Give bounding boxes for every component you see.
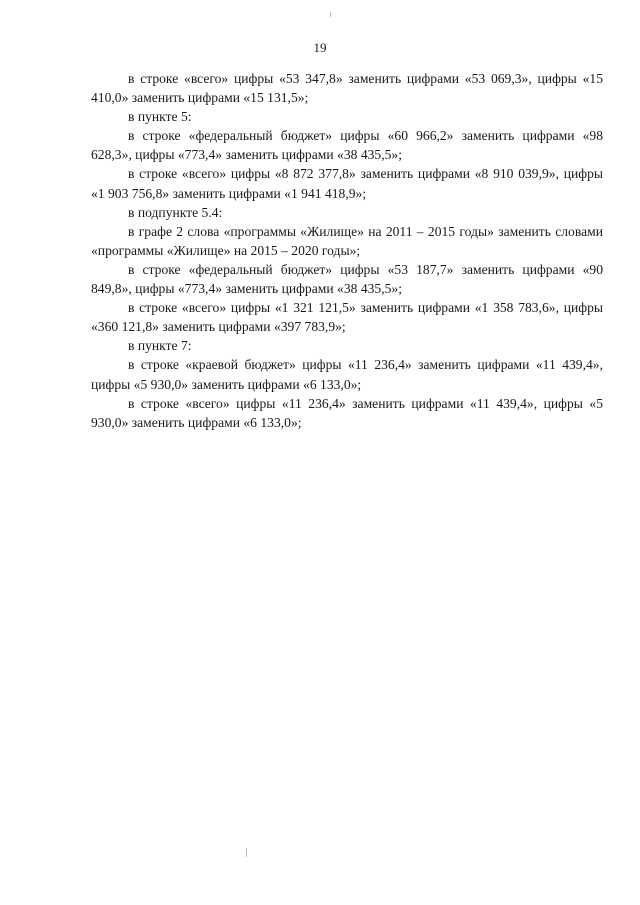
paragraph: в пункте 5: xyxy=(128,109,192,125)
paragraph: в строке «всего» цифры «1 321 121,5» заменить цифрами «1 358 783,6», цифры «360 121,8» заменить цифрами «397 783,9»; xyxy=(91,300,603,335)
document-body xyxy=(91,69,603,432)
paragraph: в строке «всего» цифры «53 347,8» заменить цифрами «53 069,3», цифры «15 410,0» заменить цифрами «15 131,5»; xyxy=(91,71,603,106)
scan-speck xyxy=(330,12,331,17)
paragraph: в подпункте 5.4: xyxy=(128,204,223,220)
paragraph: в строке «всего» цифры «8 872 377,8» заменить цифрами «8 910 039,9», цифры «1 903 756,8» заменить цифрами «1 941 418,9»; xyxy=(91,166,603,201)
paragraph: в строке «федеральный бюджет» цифры «53 187,7» заменить цифрами «90 849,8», цифры «773,4» заменить цифрами «38 435,5»; xyxy=(91,261,603,297)
paragraph: в графе 2 слова «программы «Жилище» на 2011 – 2015 годы» заменить словами «программы «Жилище» на 2015 – 2020 годы»; xyxy=(91,223,603,258)
paragraph: в строке «краевой бюджет» цифры «11 236,4» заменить цифрами «11 439,4», цифры «5 930,0» заменить цифрами «6 133,0»; xyxy=(91,357,603,392)
scan-speck xyxy=(246,848,247,857)
paragraph: в строке «всего» цифры «11 236,4» заменить цифрами «11 439,4», цифры «5 930,0» заменить цифрами «6 133,0»; xyxy=(91,395,603,430)
paragraph: в пункте 7: xyxy=(128,338,192,354)
paragraph: в строке «федеральный бюджет» цифры «60 966,2» заменить цифрами «98 628,3», цифры «773,4» заменить цифрами «38 435,5»; xyxy=(91,128,603,163)
page-number: 19 xyxy=(313,40,327,55)
